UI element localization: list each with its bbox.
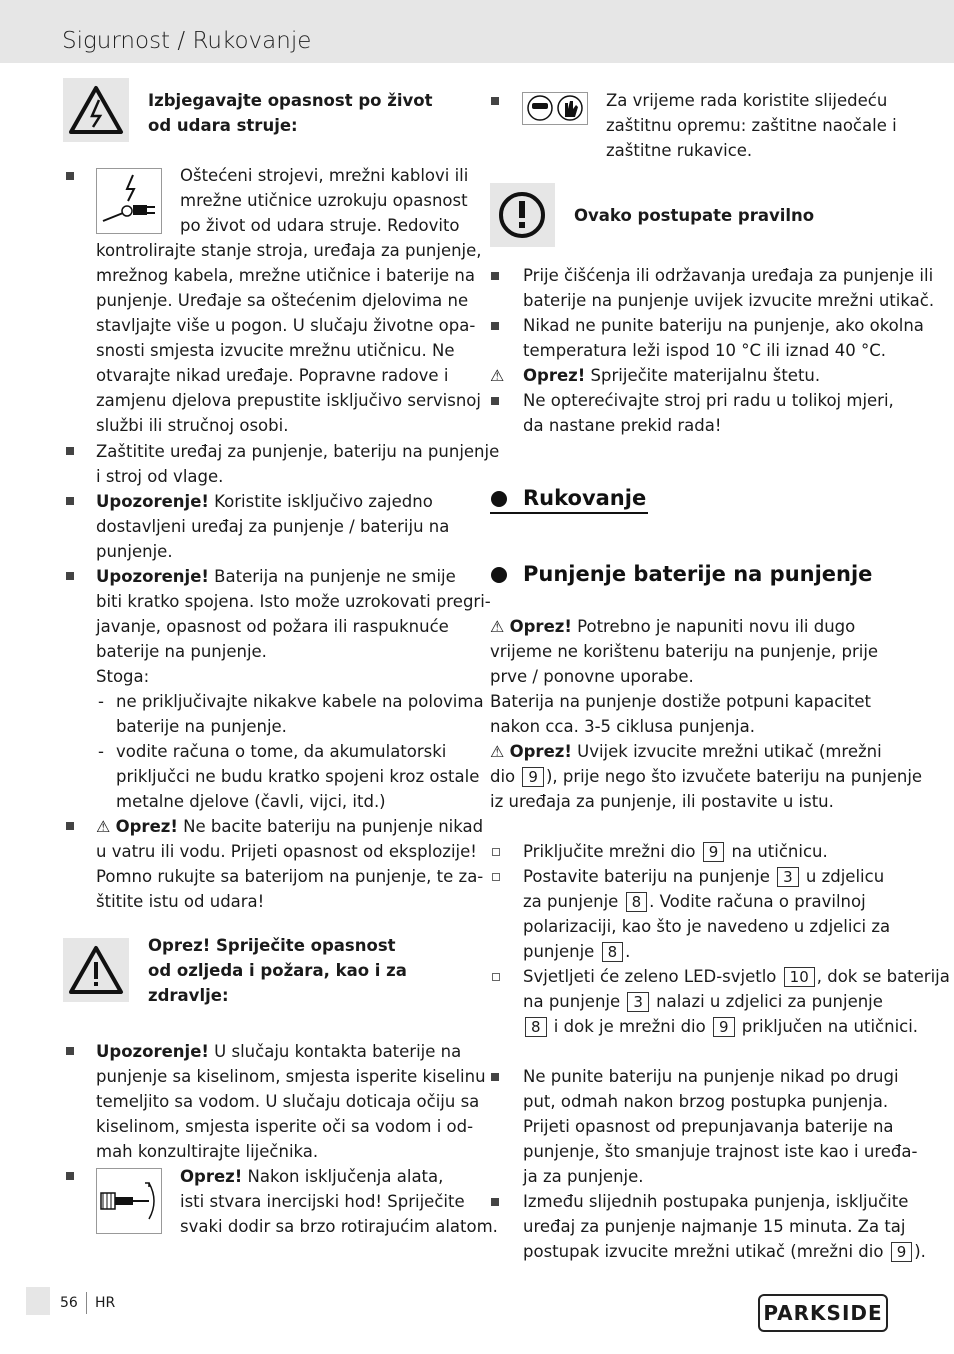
paragraph-line: snosti smjesta izvucite mrežnu utičnicu. Ne [96, 341, 455, 360]
section-heading: Rukovanje [523, 486, 647, 510]
general-warning-box [63, 938, 129, 1002]
text: priključen na utičnici. [736, 1017, 919, 1036]
step-line [523, 989, 883, 1014]
text: Ne bacite bateriju na punjenje nikad [177, 817, 484, 836]
electric-warning-box [63, 78, 129, 142]
bullet [66, 497, 74, 505]
text: punjenje [523, 942, 600, 961]
warning-title: Oprez! Spriječite opasnost [148, 936, 396, 955]
part-number: 8 [525, 1017, 547, 1037]
paragraph-line: kontrolirajte stanje stroja, uređaja za punjenje, [96, 241, 482, 260]
paragraph-line: Stoga: [96, 667, 150, 686]
paragraph-line: biti kratko spojena. Isto može uzrokovati pregri- [96, 592, 491, 611]
paragraph-line: mrežne utičnice uzrokuju opasnost [180, 191, 468, 210]
electric-warning-icon [63, 78, 129, 142]
section-bullet-icon [491, 567, 507, 583]
paragraph-line: Za vrijeme rada koristite slijedeću [606, 91, 888, 110]
text: Uvijek izvucite mrežni utikač (mrežni [571, 742, 882, 761]
paragraph-line: mrežnog kabela, mrežne utičnice i baterije na [96, 266, 475, 285]
bullet [491, 1198, 499, 1206]
bullet [66, 572, 74, 580]
step-line [523, 864, 884, 889]
paragraph-line: otvarajte nikad uređaje. Popravne radove i [96, 366, 449, 385]
step-checkbox-icon [492, 848, 500, 856]
bullet [66, 1172, 74, 1180]
text: nalazi u zdjelici za punjenje [650, 992, 883, 1011]
page-number: 56 [60, 1295, 78, 1311]
text: . [625, 942, 631, 961]
warning-triangle-icon: ⚠ [490, 742, 505, 761]
notice-box [490, 183, 555, 247]
paragraph-line [180, 1164, 443, 1189]
text: Koristite isključivo zajedno [208, 492, 433, 511]
text: Baterija na punjenje ne smije [208, 567, 456, 586]
paragraph-line: Baterija na punjenje dostiže potpuni kapacitet [490, 692, 871, 711]
paragraph-line [96, 489, 433, 514]
footer-marker [26, 1287, 50, 1315]
caution-label: Oprez! [509, 617, 572, 636]
step-line [523, 839, 828, 864]
bullet [66, 172, 74, 180]
heading-underline [490, 512, 648, 514]
list-line: vodite računa o tome, da akumulatorski [116, 742, 447, 761]
paragraph-line [490, 739, 882, 764]
step-line [523, 964, 950, 989]
rotating-tool-icon [97, 1169, 161, 1233]
paragraph-line: Oštećeni strojevi, mrežni kablovi ili [180, 166, 469, 185]
text: ), prije nego što izvučete bateriju na punjenje [545, 767, 923, 786]
paragraph-line: Prijeti opasnost od prepunjavanja baterije na [523, 1117, 894, 1136]
paragraph-line: iz uređaja za punjenje, ili postavite u istu. [490, 792, 834, 811]
paragraph-line: zaštitnu opremu: zaštitne naočale i [606, 116, 897, 135]
text: , dok se baterija [816, 967, 950, 986]
warning-triangle-icon: ⚠ [490, 617, 505, 636]
part-number: 8 [602, 942, 624, 962]
paragraph-line: i stroj od vlage. [96, 467, 224, 486]
list-line: baterije na punjenje. [116, 717, 287, 736]
paragraph-line: dostavljeni uređaj za punjenje / bateriju na [96, 517, 450, 536]
paragraph-line: Nikad ne punite bateriju na punjenje, ako okolna [523, 316, 924, 335]
paragraph-line: Ne punite bateriju na punjenje nikad po drugi [523, 1067, 899, 1086]
paragraph-line: stavljajte više u pogon. U slučaju životne opa- [96, 316, 476, 335]
paragraph-line [96, 564, 456, 589]
language-code: HR [95, 1295, 116, 1311]
paragraph-line: baterije na punjenje uvijek izvucite mrežni utikač. [523, 291, 935, 310]
warning-title: Izbjegavajte opasnost po život [148, 91, 433, 110]
paragraph-line: Između slijednih postupaka punjenja, isključite [523, 1192, 909, 1211]
text: Potrebno je napuniti novu ili dugo [571, 617, 856, 636]
warning-triangle-icon [63, 938, 129, 1002]
paragraph-line: punjenje sa kiselinom, smjesta isperite kiselinu [96, 1067, 486, 1086]
paragraph-line: vrijeme ne korištenu bateriju na punjenje, prije [490, 642, 879, 661]
bullet [66, 447, 74, 455]
warning-label: Upozorenje! [96, 567, 209, 586]
exclamation-circle-icon [490, 183, 555, 247]
text: Nakon isključenja alata, [242, 1167, 444, 1186]
caution-label: Oprez! [180, 1167, 243, 1186]
bullet [66, 1047, 74, 1055]
caution-label: Oprez! [509, 742, 572, 761]
paragraph-line: Pomno rukujte sa baterijom na punjenje, te za- [96, 867, 484, 886]
paragraph-line: put, odmah nakon brzog postupka punjenja. [523, 1092, 889, 1111]
warning-title: zdravlje: [148, 986, 229, 1005]
part-number: 9 [522, 767, 544, 787]
part-number: 9 [703, 842, 725, 862]
text: postupak izvucite mrežni utikač (mrežni dio [523, 1242, 889, 1261]
paragraph-line: zaštitne rukavice. [606, 141, 753, 160]
text: dio [490, 767, 521, 786]
paragraph-line: da nastane prekid rada! [523, 416, 722, 435]
step-checkbox-icon [492, 873, 500, 881]
paragraph-line [96, 814, 483, 839]
warning-label: Upozorenje! [96, 1042, 209, 1061]
bullet [491, 97, 499, 105]
warning-label: Upozorenje! [96, 492, 209, 511]
rotating-tool-picture [96, 1168, 162, 1234]
list-line: ne priključivajte nikakve kabele na polovima [116, 692, 484, 711]
paragraph-line: svaki dodir sa brzo rotirajućim alatom. [180, 1217, 498, 1236]
warning-triangle-icon: ⚠ [96, 817, 111, 836]
paragraph-line: Prije čišćenja ili održavanja uređaja za punjenje ili [523, 266, 934, 285]
section-bullet-icon [491, 491, 507, 507]
text: Priključite mrežni dio [523, 842, 701, 861]
footer-divider [86, 1292, 87, 1314]
part-number: 10 [784, 967, 815, 987]
paragraph-line: baterije na punjenje. [96, 642, 267, 661]
text: Postavite bateriju na punjenje [523, 867, 776, 886]
warning-title: od ozljeda i požara, kao i za [148, 961, 407, 980]
paragraph-line [490, 764, 922, 789]
paragraph-line: prve / ponovne uporabe. [490, 667, 694, 686]
bullet [491, 272, 499, 280]
caution-label: Oprez! [115, 817, 178, 836]
step-line [523, 1014, 918, 1039]
paragraph-line: mah konzultirajte liječnika. [96, 1142, 319, 1161]
paragraph-line: po život od udara struje. Redovito [180, 216, 460, 235]
step-line [523, 889, 866, 914]
paragraph-line: temperatura leži ispod 10 °C ili iznad 40 °C. [523, 341, 887, 360]
warning-title: od udara struje: [148, 116, 298, 135]
paragraph-line: u vatru ili vodu. Prijeti opasnost od eksplozije! [96, 842, 477, 861]
paragraph-line: štitite istu od udara! [96, 892, 265, 911]
damaged-plug-picture [96, 168, 162, 234]
paragraph-line: ja za punjenje. [523, 1167, 644, 1186]
bullet [491, 397, 499, 405]
text: i dok je mrežni dio [548, 1017, 711, 1036]
paragraph-line: nakon cca. 3-5 ciklusa punjenja. [490, 717, 755, 736]
dash-marker: - [98, 742, 104, 761]
paragraph-line: punjenje, što smanjuje trajnost iste kao i uređa- [523, 1142, 918, 1161]
parkside-logo: PARKSIDE [758, 1294, 888, 1332]
paragraph-line: Zaštitite uređaj za punjenje, bateriju na punjenje [96, 442, 500, 461]
goggles-gloves-icon [523, 93, 587, 124]
paragraph-line: zamjenu djelova prepustite isključivo servisnoj [96, 391, 481, 410]
warning-triangle-icon: ⚠ [490, 366, 505, 385]
paragraph-line [490, 614, 855, 639]
part-number: 3 [777, 867, 799, 887]
paragraph-line: Ne opterećivajte stroj pri radu u tolikoj mjeri, [523, 391, 894, 410]
text: na utičnicu. [726, 842, 828, 861]
text: Svjetljeti će zeleno LED-svjetlo [523, 967, 782, 986]
text: . Vodite računa o pravilnoj [649, 892, 866, 911]
protective-gear-picture [522, 92, 588, 125]
list-line: priključci ne budu kratko spojeni kroz ostale [116, 767, 480, 786]
paragraph-line: uređaj za punjenje najmanje 15 minuta. Za taj [523, 1217, 906, 1236]
paragraph-line: službi ili stručnoj osobi. [96, 416, 289, 435]
paragraph-line: javanje, opasnost od požara ili raspuknuće [96, 617, 449, 636]
list-line: metalne djelove (čavli, vijci, itd.) [116, 792, 386, 811]
bullet [491, 1073, 499, 1081]
paragraph-line: punjenje. [96, 542, 173, 561]
step-line: polarizaciji, kao što je navedeno u zdjelici za [523, 917, 891, 936]
part-number: 9 [891, 1242, 913, 1262]
paragraph-line: temeljito sa vodom. U slučaju doticaja očiju sa [96, 1092, 480, 1111]
part-number: 8 [626, 892, 648, 912]
paragraph-line: kiselinom, smjesta isperite oči sa vodom i od- [96, 1117, 474, 1136]
text: za punjenje [523, 892, 624, 911]
text: ). [914, 1242, 926, 1261]
damaged-plug-icon [97, 169, 161, 233]
bullet [491, 322, 499, 330]
text: na punjenje [523, 992, 626, 1011]
paragraph-line [96, 1039, 461, 1064]
paragraph-line: punjenje. Uređaje sa oštećenim djelovima ne [96, 291, 469, 310]
text: U slučaju kontakta baterije na [208, 1042, 462, 1061]
section-heading: Punjenje baterije na punjenje [523, 562, 873, 586]
paragraph-line: isti stvara inercijski hod! Spriječite [180, 1192, 465, 1211]
paragraph-line [523, 363, 820, 388]
text: u zdjelicu [800, 867, 885, 886]
bullet [66, 822, 74, 830]
part-number: 3 [627, 992, 649, 1012]
notice-title: Ovako postupate pravilno [574, 206, 815, 225]
part-number: 9 [713, 1017, 735, 1037]
paragraph-line [523, 1239, 926, 1264]
text: Spriječite materijalnu štetu. [585, 366, 821, 385]
caution-label: Oprez! [523, 366, 586, 385]
step-checkbox-icon [492, 973, 500, 981]
dash-marker: - [98, 692, 104, 711]
page-title: Sigurnost / Rukovanje [62, 28, 312, 54]
step-line [523, 939, 630, 964]
